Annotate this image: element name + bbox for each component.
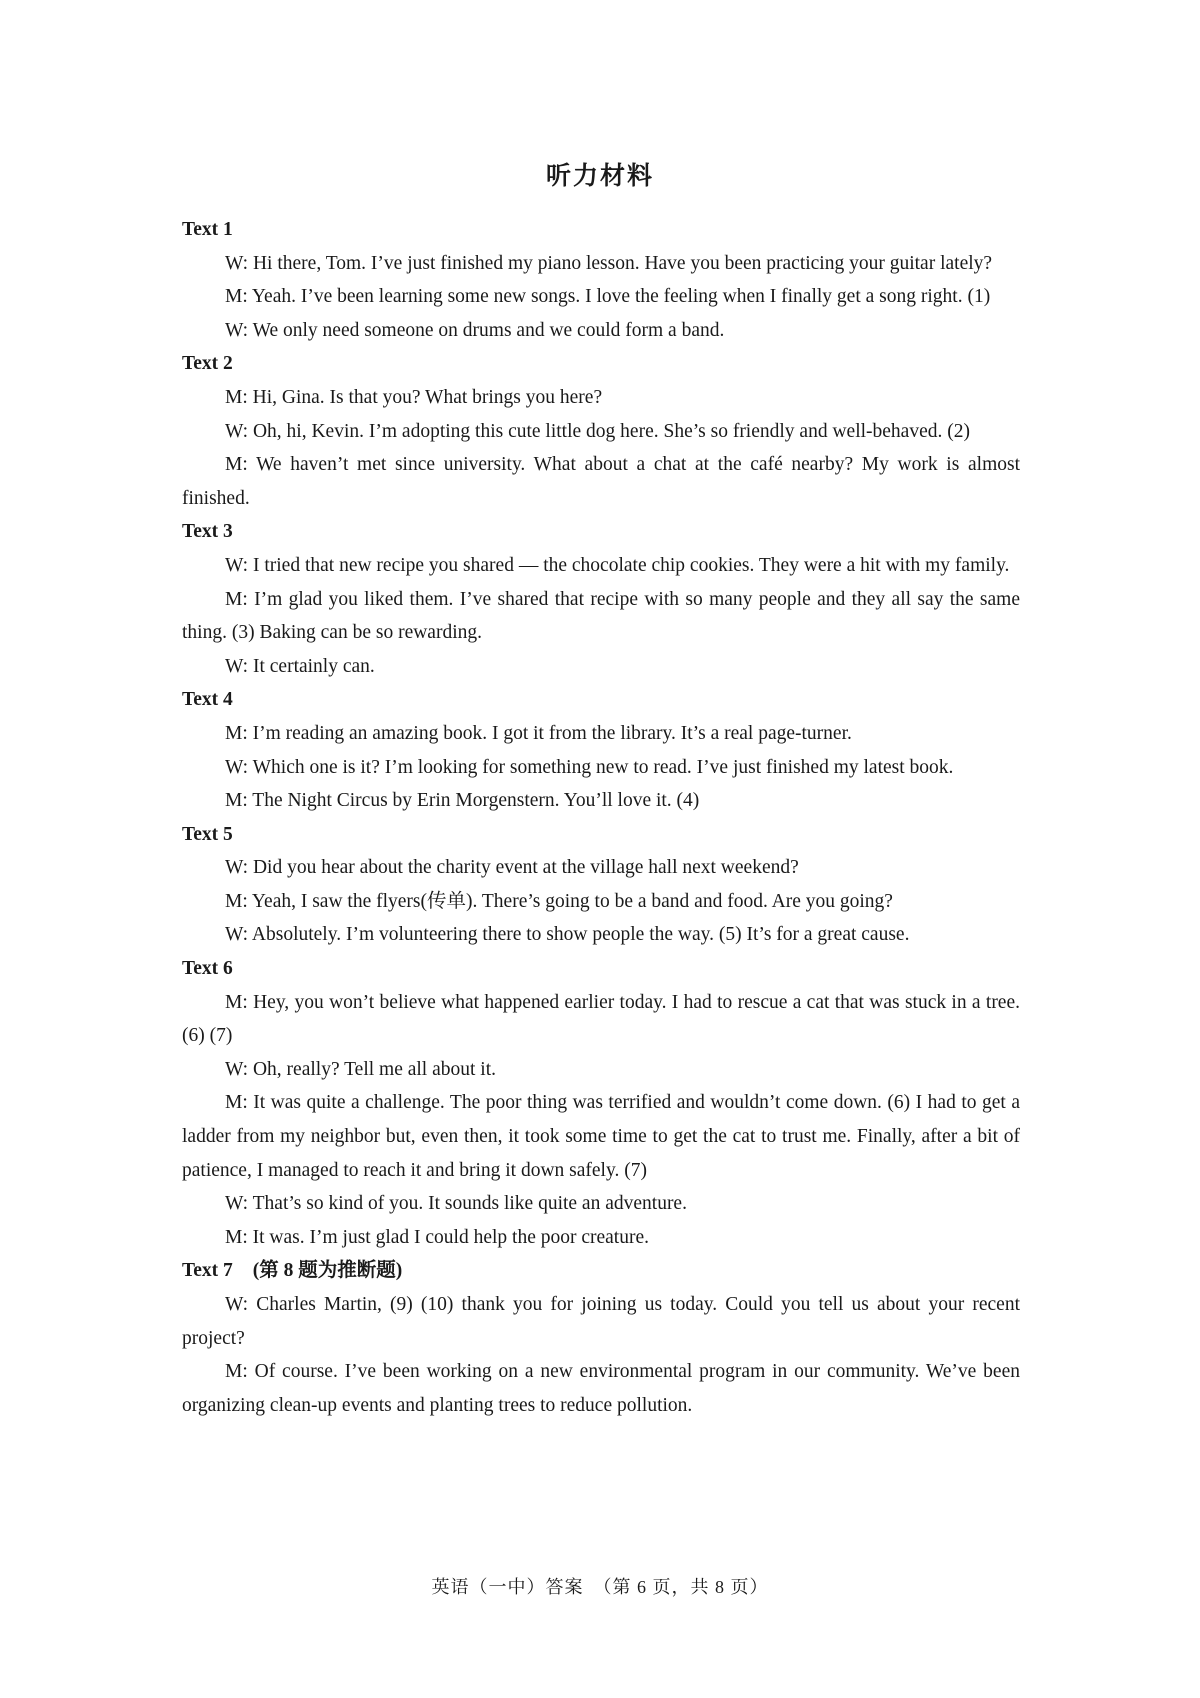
dialogue-line: W: That’s so kind of you. It sounds like quite an adventure.: [225, 1193, 687, 1215]
dialogue-line: M: It was quite a challenge. The poor thing was terrified and wouldn’t come down. (6) I had to get a ladder from my neighbor but, even then, it took some time to get the cat to trust me. Finally, after a bit of patience, I managed to reach it and bring it down safely. (7): [182, 1092, 1020, 1181]
dialogue-line: W: Hi there, Tom. I’ve just finished my piano lesson. Have you been practicing your guitar lately?: [225, 252, 993, 274]
dialogue-line: W: Oh, hi, Kevin. I’m adopting this cute little dog here. She’s so friendly and well-behaved. (2): [225, 420, 970, 442]
dialogue-line: W: Absolutely. I’m volunteering there to show people the way. (5) It’s for a great cause.: [225, 924, 910, 946]
text-1-section: [182, 213, 1020, 347]
dialogue-line: M: We haven’t met since university. What about a chat at the café nearby? My work is almost finished.: [182, 454, 1020, 509]
dialogue-line: M: Yeah. I’ve been learning some new songs. I love the feeling when I finally get a song right. (1): [225, 286, 991, 308]
dialogue-line: M: I’m glad you liked them. I’ve shared that recipe with so many people and they all say the same thing. (3) Baking can be so rewarding.: [182, 588, 1020, 644]
page-footer: 英语（一中）答案 （第 6 页，共 8 页）: [431, 1577, 769, 1597]
section-heading: Text 5: [182, 823, 233, 845]
dialogue-line: W: I tried that new recipe you shared — the chocolate chip cookies. They were a hit with my family.: [225, 554, 1010, 576]
section-heading: Text 4: [182, 689, 233, 711]
dialogue-line: W: It certainly can.: [225, 655, 375, 677]
dialogue-line: M: I’m reading an amazing book. I got it from the library. It’s a real page-turner.: [225, 722, 852, 744]
dialogue-line: W: We only need someone on drums and we could form a band.: [225, 319, 725, 341]
dialogue-line: W: Did you hear about the charity event at the village hall next weekend?: [225, 857, 799, 879]
section-heading: Text 6: [182, 958, 233, 980]
text-5-section: [182, 818, 1020, 952]
text-2-section: [182, 347, 1020, 515]
section-heading: Text 3: [182, 521, 233, 543]
dialogue-line: M: The Night Circus by Erin Morgenstern. You’ll love it. (4): [225, 790, 700, 812]
section-note: (第 8 题为推断题): [252, 1260, 403, 1282]
dialogue-line: M: Yeah, I saw the flyers(传单). There’s going to be a band and food. Are you going?: [225, 890, 893, 912]
section-heading-label: Text 7: [182, 1260, 233, 1282]
dialogue-line: M: Of course. I’ve been working on a new environmental program in our community. We’ve been organizing clean-up events and planting trees to reduce pollution.: [182, 1361, 1020, 1416]
section-heading-with-note: [182, 1254, 1020, 1288]
dialogue-line: M: Hey, you won’t believe what happened earlier today. I had to rescue a cat that was stuck in a tree. (6) (7): [182, 991, 1020, 1047]
text-4-section: [182, 683, 1020, 817]
dialogue-line: M: Hi, Gina. Is that you? What brings you here?: [225, 386, 603, 408]
dialogue-line: W: Oh, really? Tell me all about it.: [225, 1058, 497, 1080]
text-6-section: [182, 952, 1020, 1254]
dialogue-line: W: Which one is it? I’m looking for something new to read. I’ve just finished my latest book.: [225, 756, 954, 778]
dialogue-line: M: It was. I’m just glad I could help the poor creature.: [225, 1226, 650, 1248]
section-heading: Text 2: [182, 353, 233, 375]
page-title: 听力材料: [545, 161, 654, 190]
dialogue-line: W: Charles Martin, (9) (10) thank you for joining us today. Could you tell us about your recent project?: [182, 1294, 1020, 1349]
text-7-section: [182, 1254, 1020, 1422]
listening-transcript: [182, 213, 1020, 1422]
section-heading: Text 1: [182, 219, 233, 240]
text-3-section: [182, 515, 1020, 683]
